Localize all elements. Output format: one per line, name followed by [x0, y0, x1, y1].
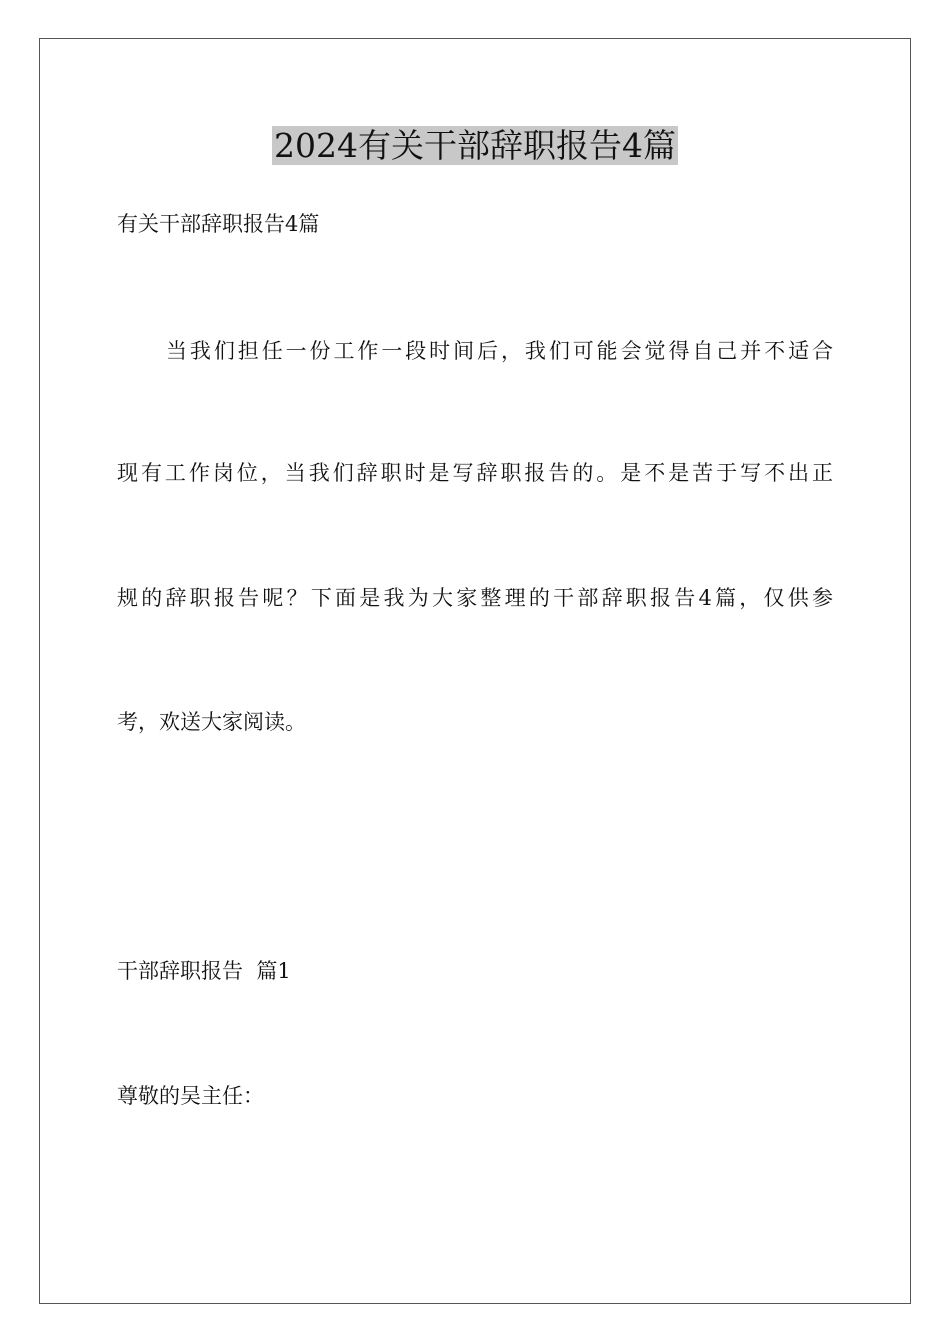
document-subtitle: 有关干部辞职报告4篇 [117, 212, 320, 236]
document-title [0, 124, 950, 168]
intro-line-4: 考，欢送大家阅读。 [117, 710, 306, 734]
section-heading: 干部辞职报告 篇1 [117, 959, 291, 983]
intro-line-2: 现有工作岗位，当我们辞职时是写辞职报告的。是不是苦于写不出正 [117, 461, 833, 485]
salutation: 尊敬的吴主任： [117, 1084, 264, 1108]
document-title-text: 2024有关干部辞职报告4篇 [274, 126, 676, 165]
intro-line-1: 当我们担任一份工作一段时间后，我们可能会觉得自己并不适合 [166, 339, 833, 363]
intro-line-3: 规的辞职报告呢？下面是我为大家整理的干部辞职报告4篇，仅供参 [117, 586, 833, 610]
